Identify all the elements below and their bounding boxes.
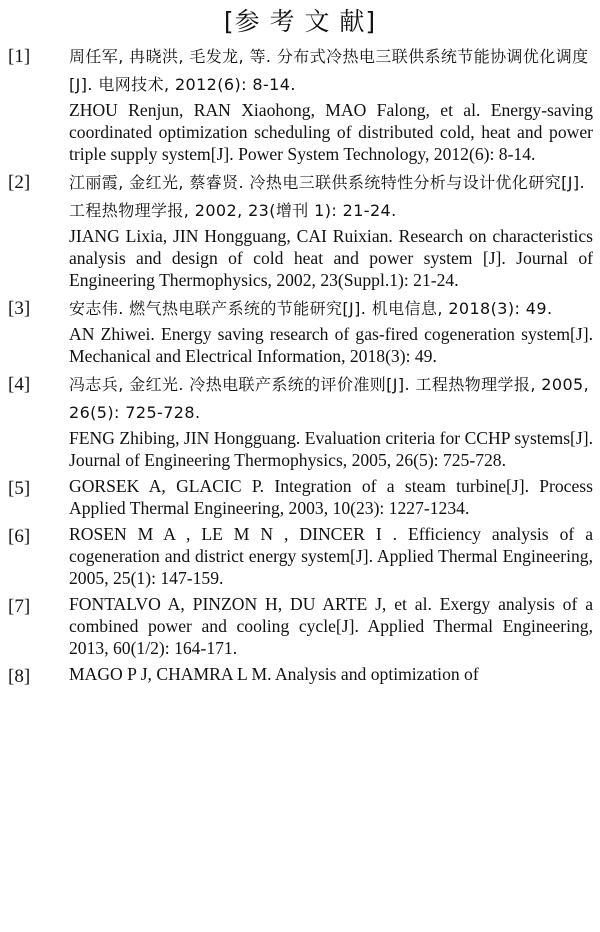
reference-item-8	[0, 663, 600, 685]
reference-english-text: FENG Zhibing, JIN Hongguang. Evaluation criteria for CCHP systems[J]. Journal of Engineering Thermophysics, 2005, 26(5): 725-728.	[69, 428, 593, 470]
reference-number: [2]	[8, 172, 31, 193]
reference-chinese-text: 安志伟. 燃气热电联产系统的节能研究[J]. 机电信息, 2018(3): 49.	[69, 299, 553, 318]
reference-number: [1]	[8, 46, 31, 67]
reference-english-text: ZHOU Renjun, RAN Xiaohong, MAO Falong, et al. Energy-saving coordinated optimization scheduling of distributed cold, heat and power triple supply system[J]. Power System Technology, 2012(6): 8-14.	[69, 100, 593, 164]
reference-english-text: AN Zhiwei. Energy saving research of gas-fired cogeneration system[J]. Mechanical and Electrical Information, 2018(3): 49.	[69, 324, 593, 366]
reference-english-text: ROSEN M A , LE M N , DINCER I . Efficiency analysis of a cogeneration and district energy system[J]. Applied Thermal Engineering, 2005, 25(1): 147-159.	[69, 524, 593, 588]
reference-chinese-text: 周任军, 冉晓洪, 毛发龙, 等. 分布式冷热电三联供系统节能协调优化调度[J]. 电网技术, 2012(6): 8-14.	[69, 47, 589, 94]
reference-item-5	[0, 475, 600, 519]
reference-item-4	[0, 371, 600, 471]
reference-list	[0, 43, 600, 689]
reference-number: [4]	[8, 374, 31, 395]
reference-number: [7]	[8, 596, 31, 617]
reference-english-text: JIANG Lixia, JIN Hongguang, CAI Ruixian. Research on characteristics analysis and design of cold heat and power system [J]. Journal of Engineering Thermophysics, 2002, 23(Suppl.1): 21-24.	[69, 226, 593, 290]
reference-number: [3]	[8, 298, 31, 319]
reference-number: [6]	[8, 526, 31, 547]
reference-english-text: MAGO P J, CHAMRA L M. Analysis and optimization of	[69, 664, 479, 684]
reference-chinese-text: 冯志兵, 金红光. 冷热电联产系统的评价准则[J]. 工程热物理学报, 2005, 26(5): 725-728.	[69, 375, 590, 422]
reference-item-7	[0, 593, 600, 659]
references-heading: [参 考 文 献]	[223, 7, 377, 36]
reference-english-text: GORSEK A, GLACIC P. Integration of a steam turbine[J]. Process Applied Thermal Engineering, 2003, 10(23): 1227-1234.	[69, 476, 593, 518]
reference-item-1	[0, 43, 600, 165]
reference-chinese-text: 江丽霞, 金红光, 蔡睿贤. 冷热电三联供系统特性分析与设计优化研究[J]. 工程热物理学报, 2002, 23(增刊 1): 21-24.	[69, 173, 586, 220]
reference-number: [5]	[8, 478, 31, 499]
reference-english-text: FONTALVO A, PINZON H, DU ARTE J, et al. Exergy analysis of a combined power and cooling cycle[J]. Applied Thermal Engineering, 2013, 60(1/2): 164-171.	[69, 594, 593, 658]
reference-item-2	[0, 169, 600, 291]
reference-number: [8]	[8, 666, 31, 687]
reference-item-3	[0, 295, 600, 367]
reference-item-6	[0, 523, 600, 589]
